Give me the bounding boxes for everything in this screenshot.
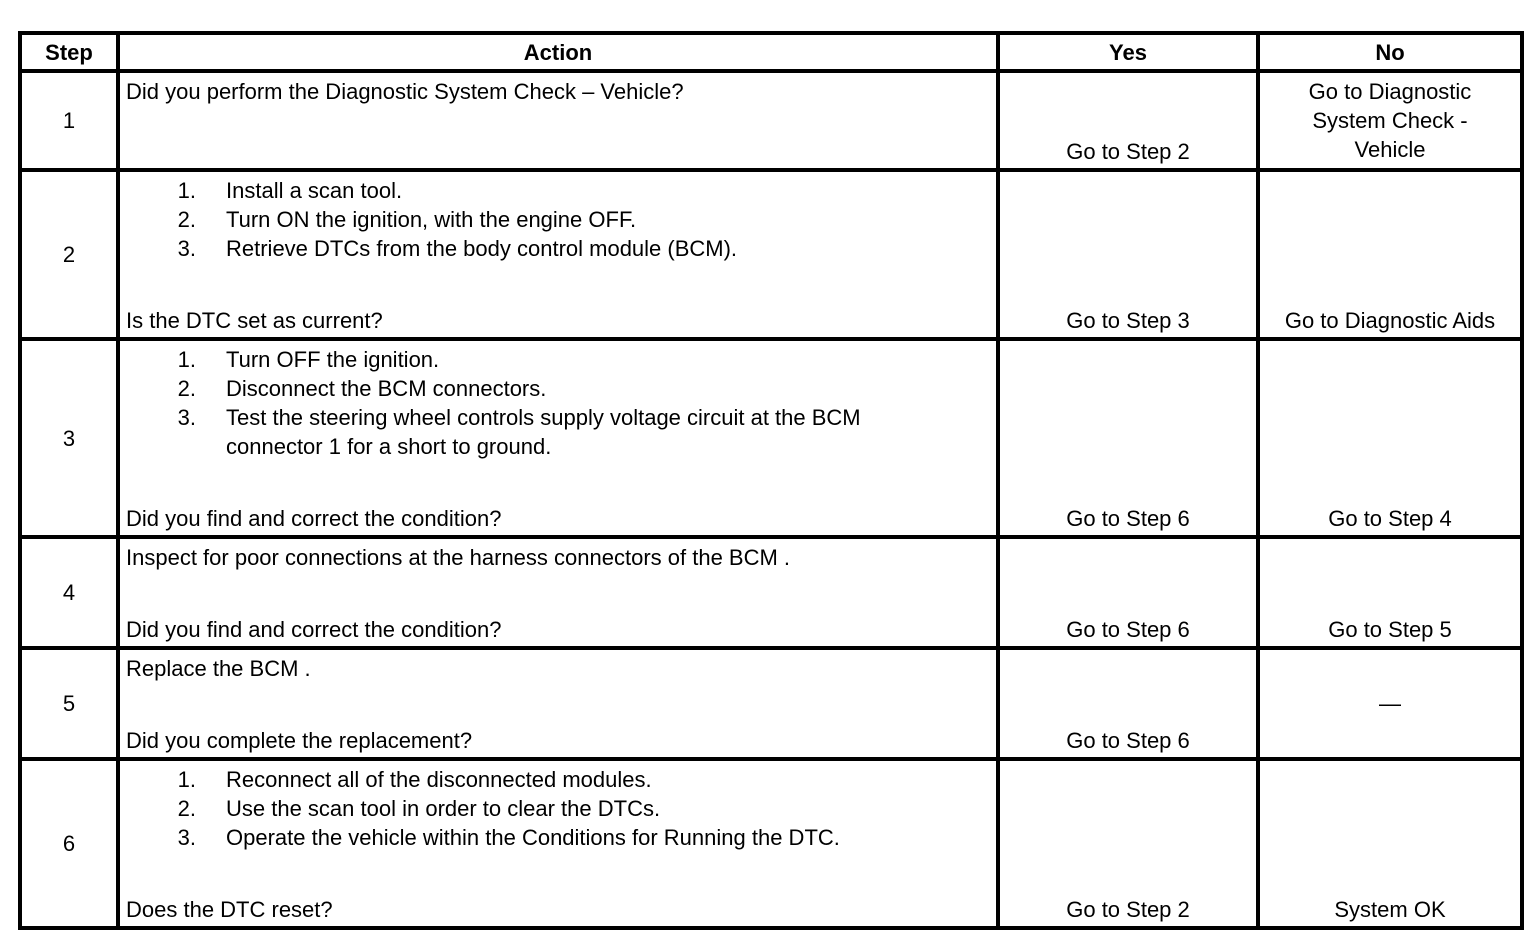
- action-cell: [118, 648, 998, 759]
- yes-cell: Go to Step 6: [998, 537, 1258, 648]
- action-steps-list: [126, 345, 990, 461]
- header-no: No: [1258, 33, 1522, 71]
- no-cell: —: [1258, 648, 1522, 759]
- no-cell: Go to Diagnostic Aids: [1258, 170, 1522, 339]
- action-text: Did you perform the Diagnostic System Check – Vehicle?: [126, 79, 684, 104]
- action-text: Inspect for poor connections at the harness connectors of the BCM .: [126, 545, 791, 570]
- header-action: Action: [118, 33, 998, 71]
- action-question: Did you find and correct the condition?: [126, 506, 502, 531]
- list-item: 2. Disconnect the BCM connectors.: [177, 376, 547, 401]
- yes-cell: Go to Step 6: [998, 339, 1258, 537]
- list-item: 1. Install a scan tool.: [177, 178, 403, 203]
- yes-cell: Go to Step 2: [998, 759, 1258, 928]
- list-item: 3. Retrieve DTCs from the body control module (BCM).: [177, 236, 738, 261]
- step-number: 3: [20, 339, 118, 537]
- no-cell: System OK: [1258, 759, 1522, 928]
- list-item: 1. Reconnect all of the disconnected modules.: [177, 767, 652, 792]
- action-question: Did you complete the replacement?: [126, 728, 473, 753]
- list-item: 2. Use the scan tool in order to clear the DTCs.: [177, 796, 661, 821]
- diagnostic-table: [18, 31, 1524, 930]
- action-question: Is the DTC set as current?: [126, 308, 383, 333]
- step-number: 1: [20, 71, 118, 170]
- action-cell: [118, 71, 998, 170]
- yes-cell: Go to Step 2: [998, 71, 1258, 170]
- action-steps-list: [126, 176, 990, 263]
- action-steps-list: [126, 765, 990, 852]
- table-row: [20, 759, 1522, 928]
- step-number: 6: [20, 759, 118, 928]
- table-row: [20, 71, 1522, 170]
- no-cell: Go to Step 5: [1258, 537, 1522, 648]
- no-cell: Go to Step 4: [1258, 339, 1522, 537]
- table-row: [20, 648, 1522, 759]
- step-number: 5: [20, 648, 118, 759]
- table-row: [20, 170, 1522, 339]
- step-number: 4: [20, 537, 118, 648]
- step-number: 2: [20, 170, 118, 339]
- action-text: Replace the BCM .: [126, 656, 311, 681]
- header-step: Step: [20, 33, 118, 71]
- header-yes: Yes: [998, 33, 1258, 71]
- action-cell: [118, 537, 998, 648]
- no-cell: Go to Diagnostic System Check - Vehicle: [1258, 71, 1522, 170]
- action-cell: [118, 170, 998, 339]
- list-item: 2. Turn ON the ignition, with the engine OFF.: [177, 207, 637, 232]
- table-header-row: [20, 33, 1522, 71]
- action-question: Does the DTC reset?: [126, 897, 333, 922]
- list-item: 3. Operate the vehicle within the Conditions for Running the DTC.: [177, 825, 840, 850]
- table-row: [20, 537, 1522, 648]
- action-question: Did you find and correct the condition?: [126, 617, 502, 642]
- list-item: 3. Test the steering wheel controls supply voltage circuit at the BCM connector 1 for a short to ground.: [177, 405, 861, 459]
- yes-cell: Go to Step 6: [998, 648, 1258, 759]
- action-cell: [118, 339, 998, 537]
- yes-cell: Go to Step 3: [998, 170, 1258, 339]
- diagnostic-table-container: [18, 31, 1524, 930]
- action-cell: [118, 759, 998, 928]
- table-row: [20, 339, 1522, 537]
- list-item: 1. Turn OFF the ignition.: [177, 347, 440, 372]
